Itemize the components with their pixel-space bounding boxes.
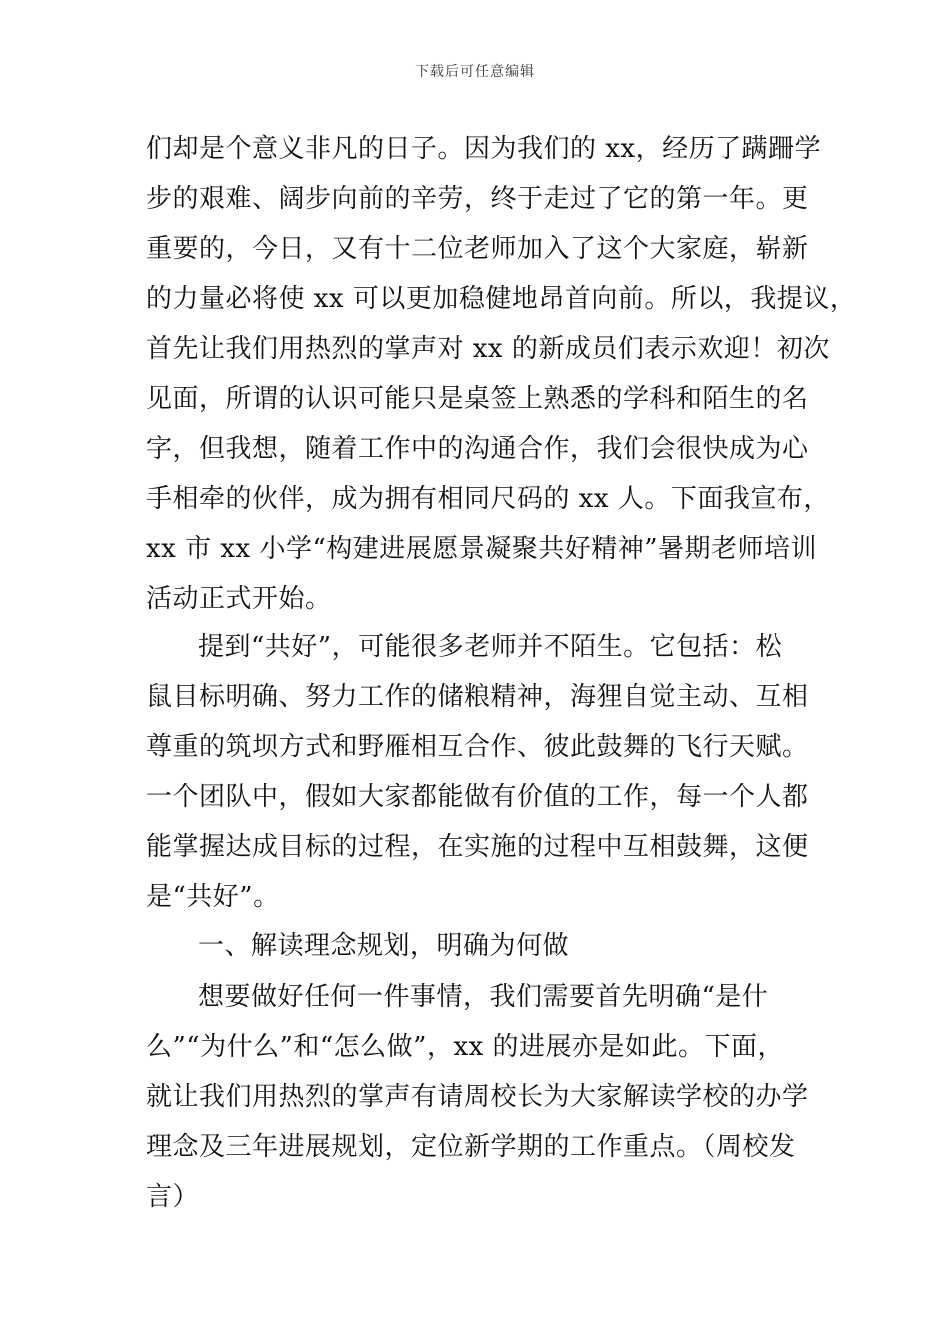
text-line: 么”“为什么”和“怎么做”，xx 的进展亦是如此。下面，	[146, 1032, 785, 1062]
text-line: 字，但我想，随着工作中的沟通合作，我们会很快成为心	[146, 434, 809, 464]
text-line: 见面，所谓的认识可能只是桌签上熟悉的学科和陌生的名	[146, 384, 809, 414]
text-line: 们却是个意义非凡的日子。因为我们的 xx，经历了蹒跚学	[146, 134, 822, 164]
text-line: 活动正式开始。	[146, 584, 332, 614]
text-line: 的力量必将使 xx 可以更加稳健地昂首向前。所以，我提议，	[146, 284, 857, 314]
text-line: 重要的，今日，又有十二位老师加入了这个大家庭，崭新	[146, 234, 809, 264]
paragraph-start-line: 想要做好任何一件事情，我们需要首先明确“是什	[198, 982, 769, 1012]
text-line: 一个团队中，假如大家都能做有价值的工作，每一个人都	[146, 782, 809, 812]
section-heading: 一、解读理念规划，明确为何做	[198, 931, 570, 961]
text-line: xx 市 xx 小学“构建进展愿景凝聚共好精神”暑期老师培训	[146, 534, 818, 564]
text-line: 尊重的筑坝方式和野雁相互合作、彼此鼓舞的飞行天赋。	[146, 732, 809, 762]
text-line: 言）	[146, 1182, 200, 1212]
text-line: 步的艰难、阔步向前的辛劳，终于走过了它的第一年。更	[146, 184, 809, 214]
text-line: 理念及三年进展规划，定位新学期的工作重点。（周校发	[146, 1132, 796, 1162]
text-line: 首先让我们用热烈的掌声对 xx 的新成员们表示欢迎！初次	[146, 334, 830, 364]
paragraph-start-line: 提到“共好”，可能很多老师并不陌生。它包括：松	[198, 632, 783, 662]
text-line: 手相牵的伙伴，成为拥有相同尺码的 xx 人。下面我宣布，	[146, 484, 830, 514]
page-header: 下载后可任意编辑	[415, 64, 535, 80]
text-line: 能掌握达成目标的过程，在实施的过程中互相鼓舞，这便	[146, 832, 809, 862]
text-line: 就让我们用热烈的掌声有请周校长为大家解读学校的办学	[146, 1082, 809, 1112]
text-line: 鼠目标明确、努力工作的储粮精神，海狸自觉主动、互相	[146, 682, 809, 712]
text-line: 是“共好”。	[146, 882, 280, 912]
